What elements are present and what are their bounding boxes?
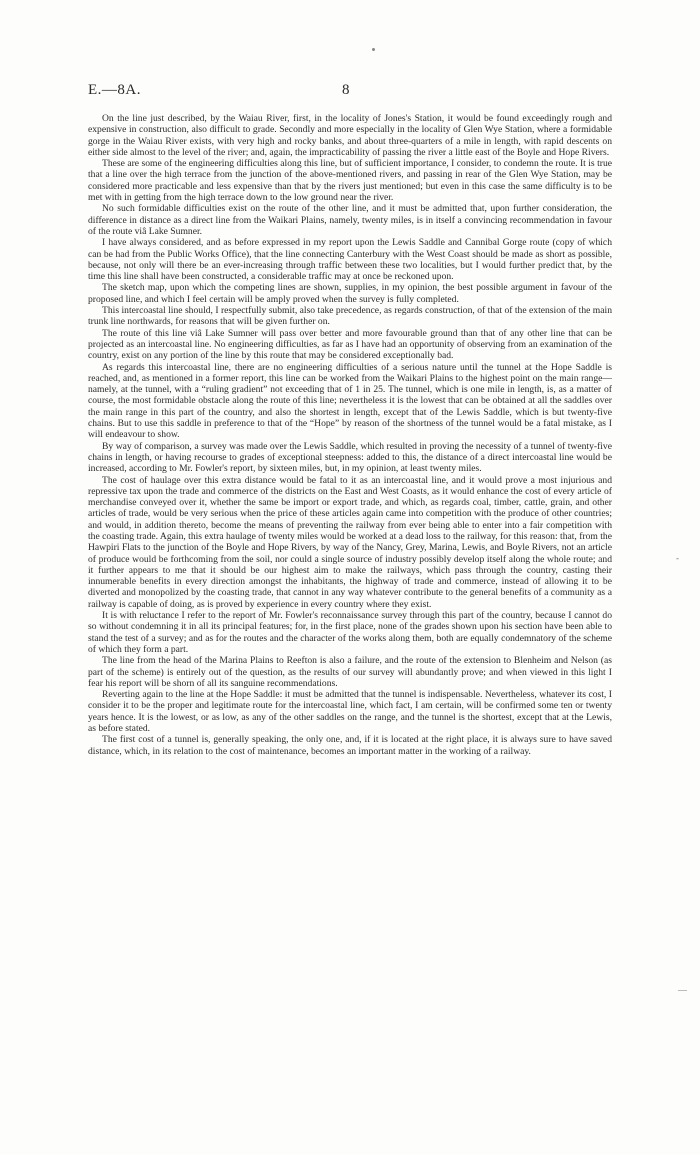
paragraph: This intercoastal line should, I respectfully submit, also take precedence, as regards construction, of that of the extension of the main trunk line northwards, for reasons that will be given further on. (88, 305, 612, 328)
paragraph: It is with reluctance I refer to the report of Mr. Fowler's reconnaissance survey through this part of the country, because I cannot do so without condemning it in all its principal features; for, in the first place, none of the grades shown upon his section have been able to stand the test of a survey; and as for the routes and the character of the works along them, both are equally condemnatory of the scheme of which they form a part. (88, 610, 612, 655)
paragraph: By way of comparison, a survey was made over the Lewis Saddle, which resulted in proving the necessity of a tunnel of twenty-five chains in length, or having recourse to grades of exceptional steepness: added to this, the distance of a direct intercoastal line would be increased, according to Mr. Fowler's report, by sixteen miles, but, in my opinion, at least twenty miles. (88, 440, 612, 475)
document-body (88, 113, 612, 757)
page-header (88, 82, 612, 102)
paragraph: The route of this line viâ Lake Sumner will pass over better and more favourable ground than that of any other line that can be projected as an intercoastal line. No engineering difficulties, as far as I have had an opportunity of observing from an examination of the country, exist on any portion of the line by this route that may be considered exceptionally bad. (88, 327, 612, 362)
paragraph: The line from the head of the Marina Plains to Reefton is also a failure, and the route of the extension to Blenheim and Nelson (as part of the scheme) is entirely out of the question, as the results of our survey will abundantly prove; and when viewed in this light I fear his report will be shorn of all its sanguine recommendations. (88, 655, 612, 689)
document-reference: E.—8A. (88, 82, 141, 98)
margin-mark: - (676, 553, 679, 563)
paragraph: I have always considered, and as before expressed in my report upon the Lewis Saddle and Cannibal Gorge route (copy of which can be had from the Public Works Office), that the line connecting Canterbury with the West Coast should be made as short as possible, because, not only will there be an ever-increasing through traffic between these two localities, but I would further predict that, by the time this line shall have been constructed, a considerable traffic may at once be reckoned upon. (88, 237, 612, 283)
paragraph: The sketch map, upon which the competing lines are shown, supplies, in my opinion, the best possible argument in favour of the proposed line, and which I feel certain will be amply proved when the survey is fully completed. (88, 282, 612, 305)
margin-mark: — (678, 985, 687, 995)
page-number: 8 (342, 82, 350, 98)
paragraph: The first cost of a tunnel is, generally speaking, the only one, and, if it is located at the right place, it is always sure to have saved distance, which, in its relation to the cost of maintenance, becomes an important matter in the working of a railway. (88, 734, 612, 757)
ink-speck (372, 48, 375, 51)
paragraph: These are some of the engineering difficulties along this line, but of sufficient importance, I consider, to condemn the route. It is true that a line over the high terrace from the junction of the above-mentioned rivers, and passing in rear of the Glen Wye Station, may be considered more practicable and less expensive than that by the rivers just mentioned; but even in this case the same difficulty is to be met with in getting from the high terrace down to the low ground near the river. (88, 158, 612, 204)
paragraph: Reverting again to the line at the Hope Saddle: it must be admitted that the tunnel is indispensable. Nevertheless, whatever its cost, I consider it to be the proper and legitimate route for the intercoastal line, which fact, I am certain, will be confirmed some ten or twenty years hence. It is the lowest, or as low, as any of the other saddles on the range, and the tunnel is the shortest, except that at the Lewis, as before stated. (88, 689, 612, 735)
paragraph: As regards this intercoastal line, there are no engineering difficulties of a serious nature until the tunnel at the Hope Saddle is reached, and, as mentioned in a former report, this line can be worked from the Waikari Plains to the highest point on the main range—namely, at the tunnel, with a “ruling gradient” not exceeding that of 1 in 25. The tunnel, which is one mile in length, is, as a matter of course, the most formidable obstacle along the route of this line; nevertheless it is the lowest that can be obtained at all the saddles over the main range in this part of the country, and also the shortest in length, except that of the Lewis Saddle, which is but twenty-five chains. But to use this saddle in preference to that of the “Hope” by reason of the shortness of the tunnel would be a fatal mistake, as I will endeavour to show. (88, 361, 612, 441)
paragraph: No such formidable difficulties exist on the route of the other line, and it must be admitted that, upon further consideration, the difference in distance as a direct line from the Waikari Plains, namely, twenty miles, is in itself a convincing recommendation in favour of the route viâ Lake Sumner. (88, 203, 612, 237)
paragraph: On the line just described, by the Waiau River, first, in the locality of Jones's Station, it would be found exceedingly rough and expensive in construction, also difficult to grade. Secondly and more especially in the locality of Glen Wye Station, where a formidable gorge in the Waiau River exists, with very high and rocky banks, and about three-quarters of a mile in length, with rapid descents on either side almost to the level of the river; and, again, the impracticability of passing the river a little east of the Boyle and Hope Rivers. (88, 113, 612, 158)
paragraph: The cost of haulage over this extra distance would be fatal to it as an intercoastal line, and it would prove a most injurious and repressive tax upon the trade and commerce of the districts on the East and West Coasts, as it would enhance the cost of every article of merchandise conveyed over it, whether the same be import or export trade, and which, as regards coal, timber, cattle, grain, and other articles of trade, would be very serious when the price of these articles again came into competition with the produce of other countries; and would, in addition thereto, become the means of preventing the railway from ever being able to enter into a fair competition with the coasting trade. Again, this extra haulage of twenty miles would be worked at a dead loss to the railway, for this reason: that, from the Hawpiri Flats to the junction of the Boyle and Hope Rivers, by way of the Nancy, Grey, Marina, Lewis, and Boyle Rivers, not an article of produce would be forthcoming from the soil, nor could a single source of industry possibly develop itself along the whole route; and it further appears to me that it should be our highest aim to make the railways, which pass through the country, casting their innumerable benefits in every direction amongst the inhabitants, the highway of trade and commerce, instead of allowing it to be diverted and monopolized by the coasting trade, that cannot in any way whatever contribute to the general benefits of a community as a railway is capable of doing, as is proved by experience in every country where they exist. (88, 474, 612, 610)
